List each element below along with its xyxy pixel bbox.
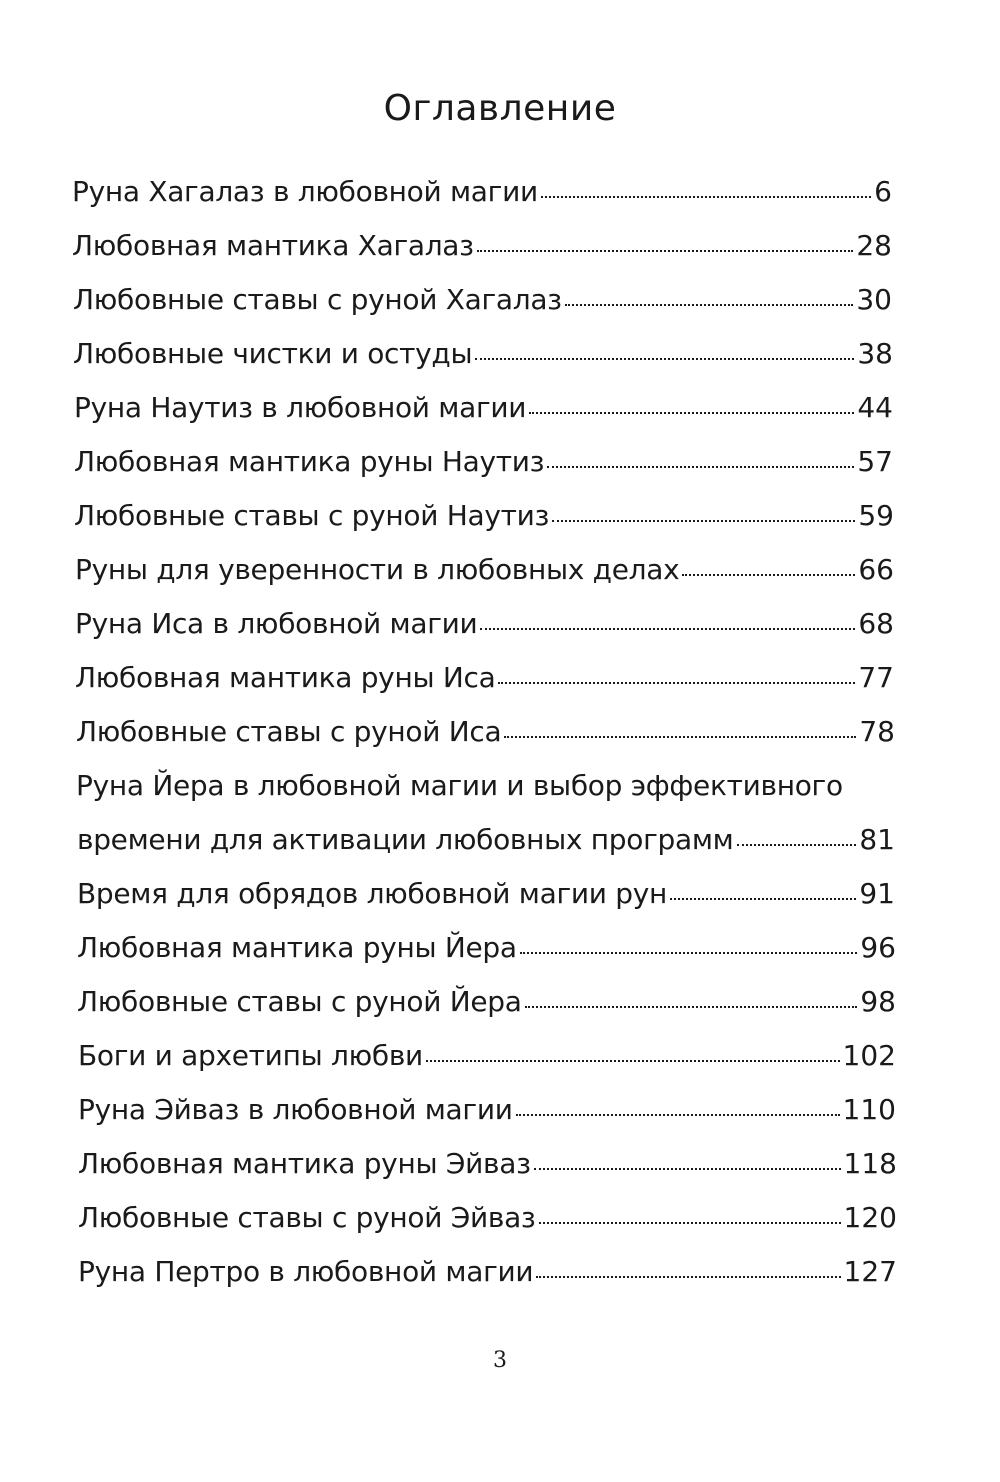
- toc-entry: [72, 174, 892, 210]
- toc-entry: [78, 1092, 896, 1128]
- dot-leader: [516, 1114, 840, 1116]
- toc-entry-label: Любовная мантика Хагалаз: [72, 229, 474, 262]
- dot-leader: [541, 196, 871, 198]
- dot-leader: [536, 1276, 840, 1278]
- toc-entry: [75, 660, 894, 696]
- toc-entry: [74, 498, 894, 534]
- toc-entry: [75, 606, 894, 642]
- toc-entry: [72, 228, 892, 264]
- dot-leader: [525, 1006, 858, 1008]
- toc-entry-page: 102: [842, 1039, 896, 1072]
- toc-entry: [77, 930, 896, 966]
- toc-entry-label: Боги и архетипы любви: [78, 1039, 423, 1072]
- dot-leader: [547, 466, 854, 468]
- toc-entry-label: Руны для уверенности в любовных делах: [75, 553, 680, 586]
- toc-entry-label: Любовная мантика руны Иса: [75, 661, 496, 694]
- toc-entry-label: Любовные ставы с руной Йера: [77, 985, 522, 1018]
- toc-entry-page: 127: [843, 1255, 897, 1288]
- dot-leader: [475, 358, 854, 360]
- toc-entry-page: 30: [856, 283, 892, 316]
- dot-leader: [477, 250, 854, 252]
- toc-entry: [78, 1254, 897, 1290]
- dot-leader: [480, 628, 855, 630]
- toc-entry-label: Любовная мантика руны Йера: [77, 931, 517, 964]
- toc-entry-page: 96: [860, 931, 896, 964]
- toc-entry: [77, 876, 895, 912]
- dot-leader: [539, 1222, 841, 1224]
- dot-leader: [504, 736, 856, 738]
- toc-entry-label: Руна Иса в любовной магии: [75, 607, 478, 640]
- toc-entry-page: 59: [858, 499, 894, 532]
- toc-entry-label: Любовные ставы с руной Эйваз: [78, 1201, 536, 1234]
- toc-entry: [77, 984, 896, 1020]
- toc-entry-page: 91: [859, 877, 895, 910]
- dot-leader: [529, 412, 854, 414]
- toc-entry-label: Любовные ставы с руной Наутиз: [74, 499, 550, 532]
- toc-entry-label: Руна Наутиз в любовной магии: [74, 391, 527, 424]
- toc-entry: [73, 282, 892, 318]
- toc-entry: [74, 390, 893, 426]
- toc-entry: [74, 444, 893, 480]
- dot-leader: [552, 520, 855, 522]
- dot-leader: [682, 574, 855, 576]
- toc-entry: [73, 336, 893, 372]
- toc-entry: [78, 1146, 897, 1182]
- toc-entry-label: Любовная мантика руны Наутиз: [74, 445, 545, 478]
- toc-entry-page: 57: [857, 445, 893, 478]
- toc-entry: [78, 1200, 897, 1236]
- dot-leader: [426, 1060, 840, 1062]
- toc-entry-page: 77: [858, 661, 894, 694]
- toc-entry-label: Руна Хагалаз в любовной магии: [72, 175, 538, 208]
- toc-entry-page: 98: [860, 985, 896, 1018]
- toc-entry-page: 6: [874, 175, 892, 208]
- toc-entry-label: Любовные чистки и остуды: [73, 337, 473, 370]
- toc-entry: [75, 552, 894, 588]
- toc-entry: [76, 714, 895, 750]
- toc-entry-page: 81: [859, 823, 895, 856]
- toc-entry-label: Время для обрядов любовной магии рун: [77, 877, 668, 910]
- toc-entry-page: 66: [858, 553, 894, 586]
- page-number: 3: [493, 1348, 507, 1373]
- toc-entry-label: Руна Эйваз в любовной магии: [78, 1093, 513, 1126]
- toc-entry: [78, 1038, 896, 1074]
- dot-leader: [565, 304, 854, 306]
- toc-entry-page: 44: [857, 391, 893, 424]
- toc-entry-page: 120: [843, 1201, 897, 1234]
- toc-entry-page: 38: [857, 337, 893, 370]
- dot-leader: [520, 952, 858, 954]
- page-title: Оглавление: [383, 88, 617, 129]
- toc-entry-label: Руна Пертро в любовной магии: [78, 1255, 534, 1288]
- toc-entry-page: 110: [842, 1093, 896, 1126]
- dot-leader: [737, 844, 857, 846]
- toc-entry-label: Любовные ставы с руной Хагалаз: [73, 283, 562, 316]
- dot-leader: [534, 1168, 841, 1170]
- dot-leader: [498, 682, 855, 684]
- dot-leader: [670, 898, 856, 900]
- toc-entry-page: 118: [843, 1147, 897, 1180]
- toc-entry-label-line1: Руна Йера в любовной магии и выбор эффективного: [76, 769, 843, 802]
- toc-entry-page: 78: [859, 715, 895, 748]
- toc-entry-label: Любовная мантика руны Эйваз: [78, 1147, 531, 1180]
- toc-entry-label: времени для активации любовных программ: [77, 823, 734, 856]
- toc-entry-label: Любовные ставы с руной Иса: [76, 715, 502, 748]
- toc-entry-page: 68: [858, 607, 894, 640]
- toc-entry: [77, 822, 895, 858]
- toc-entry-page: 28: [856, 229, 892, 262]
